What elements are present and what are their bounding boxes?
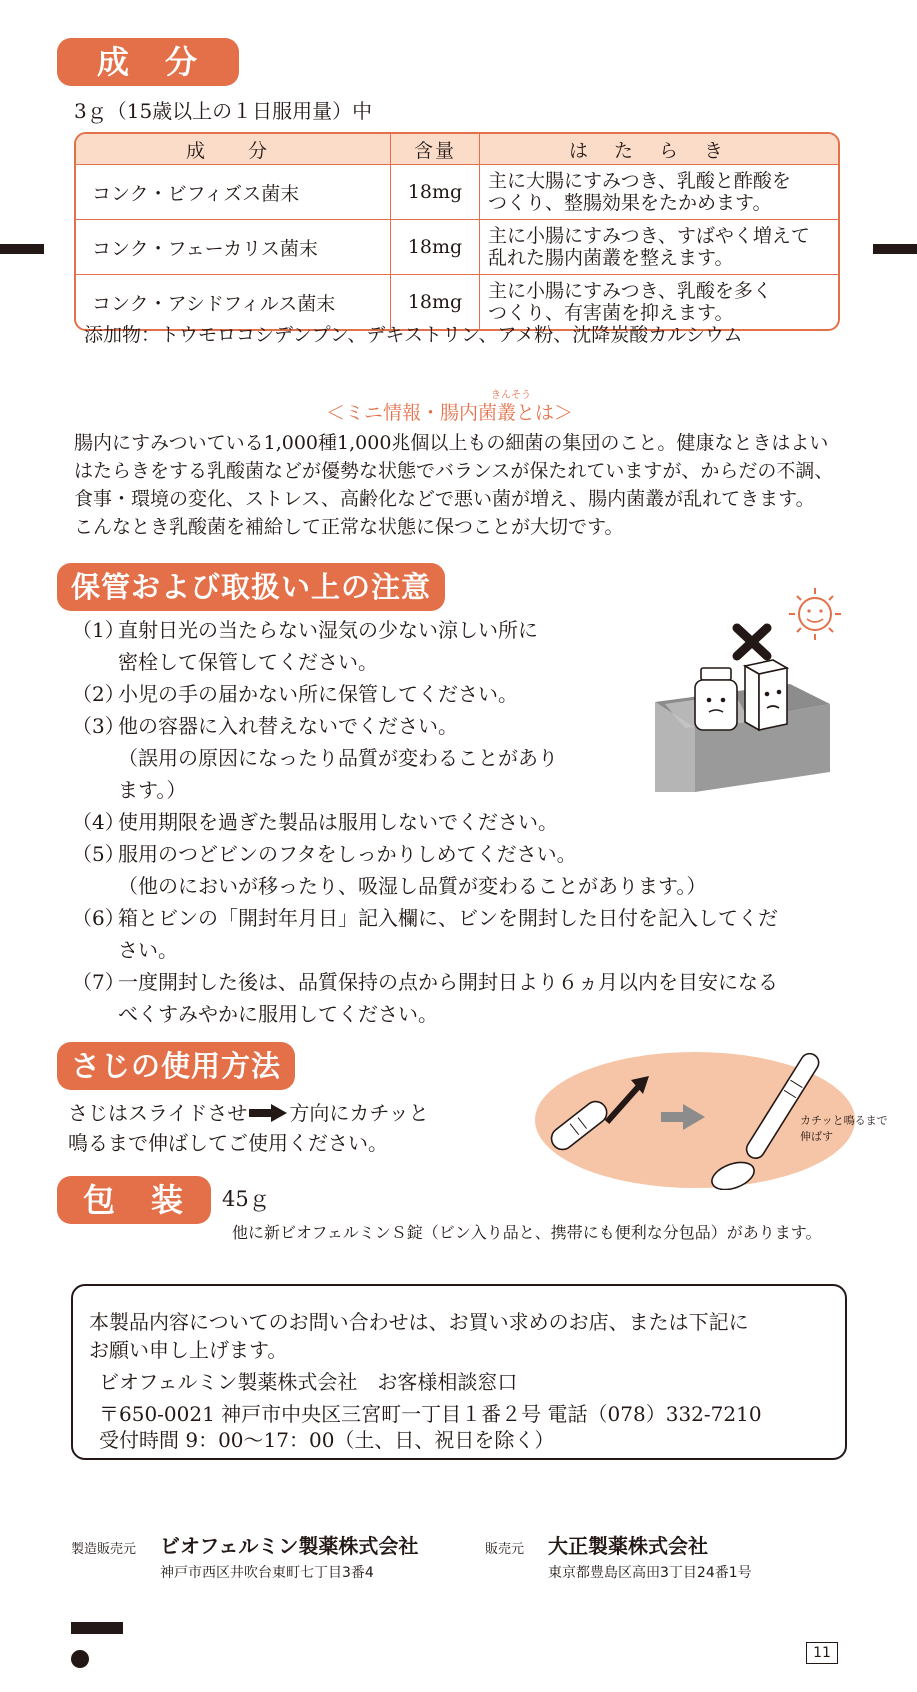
contact-box (71, 1284, 847, 1460)
ingredient-name: コンク・ビフィズス菌末 (92, 182, 300, 205)
item-text: 箱とビンの「開封年月日」記入欄に、ビンを開封した日付を記入してくだ (118, 906, 778, 930)
storage-item-3 (72, 710, 558, 806)
item-text: 一度開封した後は、品質保持の点から開封日より６ヵ月以内を目安になる (118, 970, 778, 994)
dosage-note: 3ｇ（15歳以上の１日服用量）中 (74, 99, 373, 123)
spoon-heading: さじの使用方法 (57, 1042, 295, 1090)
mini-info-title: ＜ミニ情報・腸内菌叢とは＞ (326, 402, 574, 424)
package-amount: 45ｇ (222, 1187, 270, 1211)
crop-mark-right (873, 244, 917, 254)
spoon-text: さじはスライドさせ (68, 1101, 248, 1125)
ingredient-effect (479, 165, 838, 219)
cross-icon (737, 628, 767, 656)
storage-item-6 (72, 902, 778, 966)
seller-label: 販売元 (485, 1542, 525, 1557)
mini-info-ruby: きんそう (491, 390, 531, 401)
effect-line: つくり、整腸効果をたかめます。 (488, 192, 772, 214)
storage-item-2 (72, 678, 518, 710)
item-text: べくすみやかに服用してください。 (118, 1002, 438, 1026)
maker-label: 製造販売元 (71, 1542, 137, 1557)
item-text: さい。 (118, 938, 178, 962)
ingredient-effect (479, 274, 838, 329)
spoon-text: 方向にカチッと (289, 1101, 429, 1125)
table-row (76, 219, 838, 274)
crop-mark-bottom (71, 1622, 123, 1634)
table-header-name: 成 分 (76, 134, 390, 165)
ingredient-amount: 18mg (390, 165, 479, 219)
ingredients-heading: 成 分 (57, 38, 239, 86)
storage-item-7 (72, 966, 778, 1030)
item-number: （4） (72, 810, 125, 834)
shelf-icon (655, 684, 830, 792)
ingredient-name: コンク・アシドフィルス菌末 (76, 274, 390, 329)
effect-line: 主に小腸にすみつき、乳酸を多く (488, 280, 772, 302)
storage-item-5 (72, 838, 706, 902)
contact-line: 本製品内容についてのお問い合わせは、お買い求めのお店、または下記に (89, 1310, 749, 1334)
contact-line: お願い申し上げます。 (89, 1338, 288, 1362)
item-text: 小児の手の届かない所に保管してください。 (118, 682, 518, 706)
item-text: 直射日光の当たらない湿気の少ない涼しい所に (118, 618, 538, 642)
spoon-caption: カチッと鳴るまで (800, 1114, 888, 1127)
page-number: 11 (806, 1642, 838, 1664)
bottle-icon (695, 668, 737, 730)
seller-address: 東京都豊島区高田3丁目24番1号 (548, 1565, 752, 1581)
ingredient-amount: 18mg (390, 274, 479, 329)
item-number: （2） (72, 682, 125, 706)
package-heading: 包 装 (57, 1176, 211, 1224)
storage-heading: 保管および取扱い上の注意 (57, 563, 445, 611)
package-note: 他に新ビオフェルミンＳ錠（ビン入り品と、携帯にも便利な分包品）があります。 (232, 1223, 822, 1242)
item-number: （7） (72, 970, 125, 994)
item-text: 密栓して保管してください。 (118, 650, 378, 674)
maker-name: ビオフェルミン製薬株式会社 (160, 1534, 419, 1558)
item-text: （誤用の原因になったり品質が変わることがあり (118, 746, 558, 770)
storage-item-4 (72, 806, 558, 838)
ingredient-name: コンク・フェーカリス菌末 (76, 219, 390, 274)
item-number: （3） (72, 714, 125, 738)
effect-line: つくり、有害菌を抑えます。 (488, 302, 734, 324)
item-text: 服用のつどビンのフタをしっかりしめてください。 (118, 842, 577, 866)
ingredient-amount: 18mg (390, 219, 479, 274)
item-number: （6） (72, 906, 125, 930)
mini-info-line: 腸内にすみついている1,000種1,000兆個以上もの細菌の集団のこと。健康なときはよい (74, 432, 829, 454)
effect-line: 主に小腸にすみつき、すばやく増えて (488, 225, 810, 247)
seller-name: 大正製薬株式会社 (548, 1534, 708, 1558)
mini-info-line: はたらきをする乳酸菌などが優勢な状態でバランスが保たれていますが、からだの不調、 (74, 460, 834, 482)
maker-address: 神戸市西区井吹台東町七丁目3番4 (160, 1565, 374, 1581)
box-icon (745, 660, 787, 730)
contact-hours: 受付時間 9：00～17：00（土、日、祝日を除く） (99, 1428, 555, 1452)
additives: 添加物：トウモロコシデンプン、デキストリン、アメ粉、沈降炭酸カルシウム (84, 324, 743, 346)
item-text: 使用期限を過ぎた製品は服用しないでください。 (118, 810, 558, 834)
effect-line: 主に大腸にすみつき、乳酸と酢酸を (488, 170, 791, 192)
mini-info-line: こんなとき乳酸菌を補給して正常な状態に保つことが大切です。 (74, 516, 624, 538)
table-header-effect: はたらき (479, 134, 838, 165)
sun-icon (789, 588, 841, 640)
item-text: （他のにおいが移ったり、吸湿し品質が変わることがあります。） (118, 874, 707, 898)
spoon-caption: 伸ばす (800, 1130, 833, 1143)
ingredients-table (74, 132, 840, 331)
effect-line: 乱れた腸内菌叢を整えます。 (488, 247, 734, 269)
item-text: ます。） (118, 778, 187, 802)
table-row (76, 165, 838, 219)
crop-dot (71, 1650, 89, 1668)
item-number: （1） (72, 618, 125, 642)
mini-info-line: 食事・環境の変化、ストレス、高齢化などで悪い菌が増え、腸内菌叢が乱れてきます。 (74, 488, 815, 510)
spoon-instruction-line (68, 1100, 429, 1128)
item-text: 他の容器に入れ替えないでください。 (118, 714, 458, 738)
table-row (76, 274, 838, 329)
crop-mark-left (0, 244, 44, 254)
storage-illustration (655, 582, 855, 792)
table-header-amount: 含量 (390, 134, 479, 165)
ingredient-effect (479, 219, 838, 274)
contact-company: ビオフェルミン製薬株式会社 お客様相談窓口 (99, 1370, 518, 1394)
arrow-right-icon (249, 1102, 287, 1128)
spoon-instruction-line: 鳴るまで伸ばしてご使用ください。 (68, 1131, 388, 1155)
item-number: （5） (72, 842, 125, 866)
storage-item-1 (72, 614, 538, 678)
contact-address: 〒650-0021 神戸市中央区三宮町一丁目１番２号 電話（078）332-7210 (99, 1402, 762, 1426)
